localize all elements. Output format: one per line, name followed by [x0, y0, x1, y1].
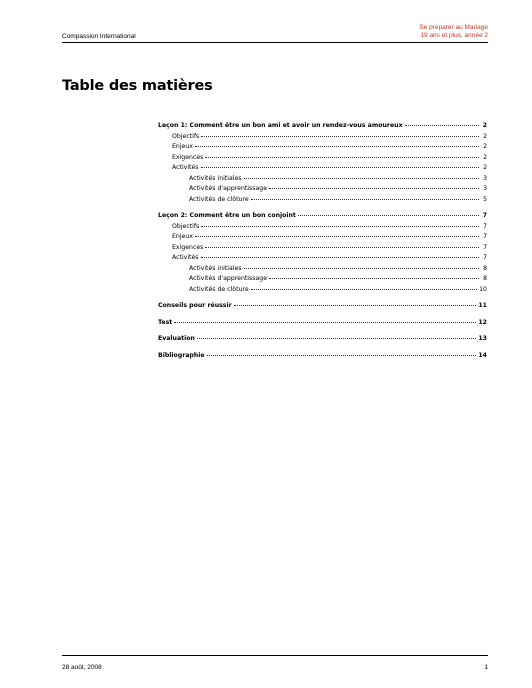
toc-entry[interactable] [158, 143, 487, 154]
toc-entry[interactable] [158, 275, 487, 286]
toc-entry[interactable] [158, 335, 487, 346]
toc-dot-leader [201, 226, 479, 227]
toc-entry-text: Exigences [172, 153, 204, 161]
toc-page-number: 10 [479, 285, 487, 293]
toc-entry[interactable] [158, 122, 487, 133]
toc-dot-leader [201, 136, 479, 137]
toc-entry-text: Activités initiales [189, 264, 242, 272]
header-organization: Compassion International [62, 33, 136, 40]
toc-dot-leader [251, 289, 477, 290]
toc-entry[interactable] [158, 185, 487, 196]
toc-entry[interactable] [158, 254, 487, 265]
toc-entry-text: Exigences [172, 243, 204, 251]
toc-dot-leader [195, 146, 479, 147]
footer-date: 28 août, 2008 [62, 664, 102, 671]
toc-page-number: 2 [483, 153, 487, 161]
toc-entry-text: Conseils pour réussir [158, 302, 232, 309]
page-title: Table des matières [62, 78, 213, 94]
header-title-line-1: Se préparer au Mariage [419, 24, 488, 31]
toc-entry-text: Evaluation [158, 335, 195, 342]
toc-entry-text: Enjeux [172, 233, 193, 240]
toc-entry[interactable] [158, 164, 487, 175]
toc-entry[interactable] [158, 302, 487, 313]
toc-page-number: 3 [483, 185, 487, 192]
toc-entry-text: Activités d'apprentissage [189, 185, 268, 192]
toc-entry-text: Bibliographie [158, 351, 205, 359]
table-of-contents [158, 122, 487, 362]
toc-entry[interactable] [158, 196, 487, 207]
toc-entry[interactable] [158, 286, 487, 297]
toc-page-number: 8 [483, 275, 487, 282]
toc-entry-text: Activités initiales [189, 174, 242, 182]
toc-entry-text: Leçon 2: Comment être un bon conjoint [158, 212, 296, 219]
toc-entry[interactable] [158, 212, 487, 223]
toc-entry-text: Activités de clôture [189, 195, 249, 203]
toc-page-number: 11 [478, 302, 487, 309]
header-title-line-2: 19 ans et plus, année 2 [420, 32, 488, 39]
toc-page-number: 2 [483, 143, 487, 150]
toc-page-number: 5 [483, 195, 487, 203]
toc-entry[interactable] [158, 319, 487, 330]
toc-entry[interactable] [158, 154, 487, 165]
toc-entry[interactable] [158, 265, 487, 276]
toc-entry-text: Enjeux [172, 143, 193, 150]
toc-dot-leader [405, 125, 479, 126]
toc-entry-text: Objectifs [172, 132, 200, 140]
toc-entry[interactable] [158, 223, 487, 234]
header-document-title [419, 24, 488, 40]
toc-dot-leader [244, 268, 479, 269]
toc-dot-leader [201, 167, 479, 168]
toc-page-number: 13 [478, 335, 487, 342]
toc-page-number: 2 [483, 132, 487, 140]
footer-divider [62, 655, 488, 656]
toc-page-number: 2 [482, 122, 487, 129]
toc-entry[interactable] [158, 175, 487, 186]
toc-dot-leader [174, 322, 476, 323]
toc-page-number: 7 [483, 254, 487, 261]
toc-dot-leader [244, 178, 479, 179]
toc-dot-leader [201, 257, 479, 258]
toc-page-number: 7 [482, 212, 487, 219]
toc-dot-leader [234, 305, 477, 306]
toc-dot-leader [269, 278, 479, 279]
toc-dot-leader [269, 188, 479, 189]
toc-dot-leader [205, 247, 479, 248]
toc-page-number: 2 [483, 164, 487, 171]
toc-dot-leader [197, 338, 477, 339]
toc-page-number: 8 [483, 264, 487, 272]
toc-entry-text: Activités d'apprentissage [189, 275, 268, 282]
toc-page-number: 3 [483, 174, 487, 182]
toc-entry[interactable] [158, 244, 487, 255]
toc-entry-text: Activités de clôture [189, 285, 249, 293]
toc-entry[interactable] [158, 133, 487, 144]
toc-page-number: 7 [483, 233, 487, 240]
toc-page-number: 12 [478, 318, 487, 326]
toc-page-number: 7 [483, 222, 487, 230]
toc-entry[interactable] [158, 352, 487, 363]
toc-entry-text: Test [158, 318, 173, 326]
toc-entry-text: Objectifs [172, 222, 200, 230]
toc-entry-text: Activités [172, 254, 199, 261]
toc-entry-text: Leçon 1: Comment être un bon ami et avoir un rendez-vous amoureux [158, 122, 403, 129]
toc-entry[interactable] [158, 233, 487, 244]
toc-dot-leader [298, 215, 479, 216]
toc-page-number: 7 [483, 243, 487, 251]
toc-dot-leader [251, 199, 479, 200]
toc-dot-leader [195, 236, 479, 237]
toc-page-number: 14 [478, 351, 487, 359]
toc-entry-text: Activités [172, 164, 199, 171]
toc-dot-leader [207, 355, 477, 356]
footer-page-number: 1 [484, 664, 488, 671]
toc-dot-leader [205, 157, 479, 158]
header-divider [62, 42, 488, 43]
